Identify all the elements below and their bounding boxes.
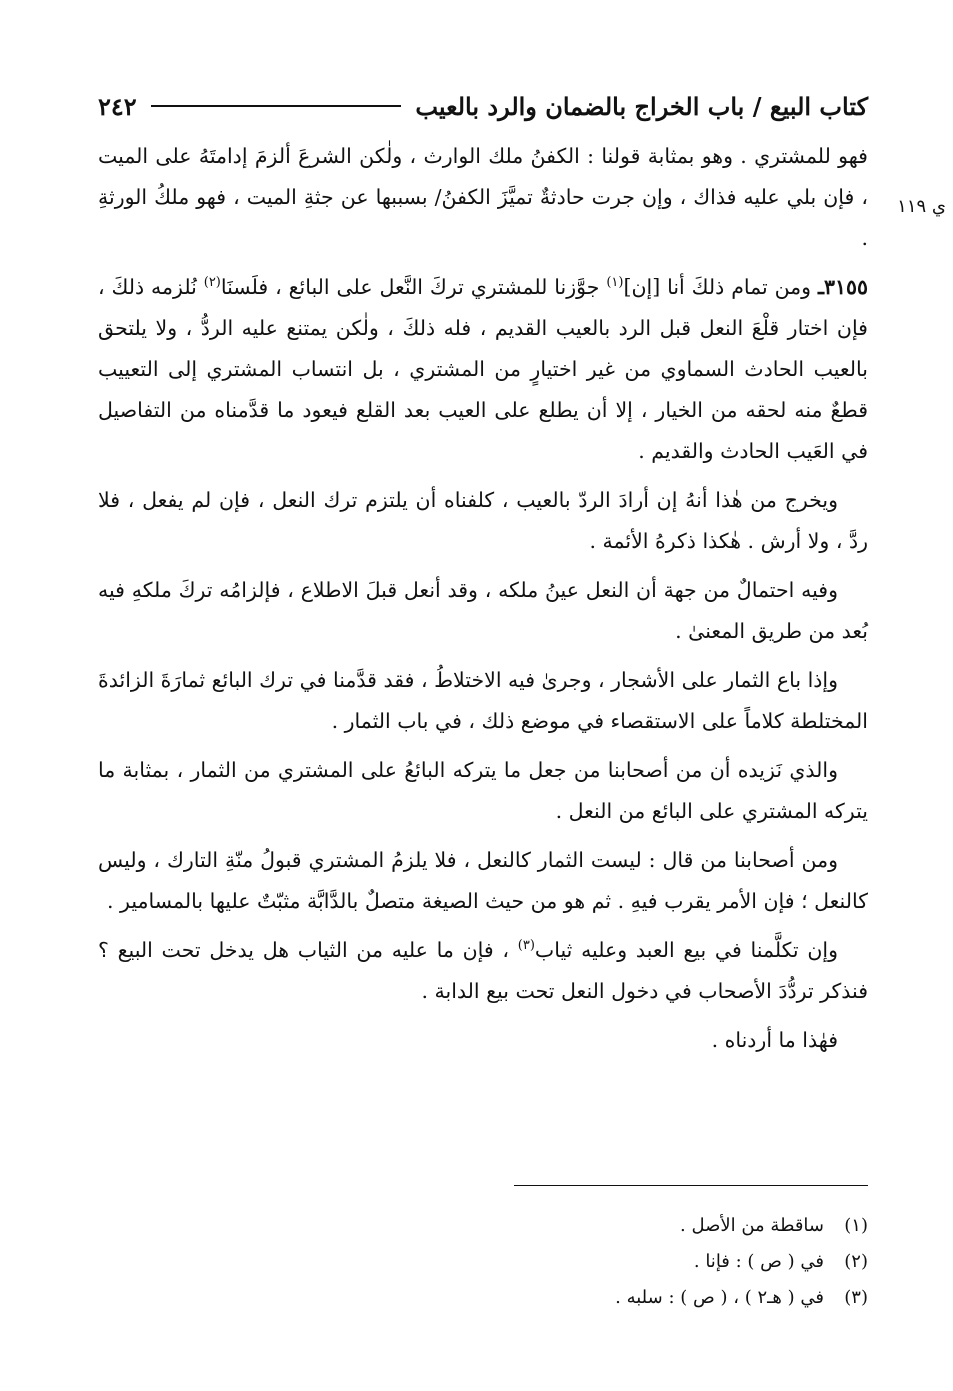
footnote-ref-3[interactable]: (٣) (517, 938, 535, 954)
paragraph (98, 930, 868, 1012)
paragraph: والذي نَزيده أن من أصحابنا من جعل ما يتركه البائعُ على المشتري من الثمار ، بمثابة ما يتركه المشتري على البائع من النعل . (98, 758, 868, 823)
paragraph: وإذا باع الثمار على الأشجار ، وجرىٰ فيه الاختلاطُ ، فقد قدَّمنا في ترك البائع ثمارَةَ الزائدةَ المختلطة كلاماً على الاستقصاء في موضع ذلك ، في باب الثمار . (98, 668, 868, 733)
footnote (250, 1244, 868, 1280)
paragraph: ومن أصحابنا من قال : ليست الثمار كالنعل ، فلا يلزمُ المشتري قبولُ منّةِ التارك ، وليس كالنعل ؛ فإن الأمر يقرب فيهِ . ثم هو من حيث الصيغة متصلٌ بالدَّابَّة مثبّتٌ عليها بالمسامير . (98, 848, 868, 913)
footnote-text: ساقطة من الأصل . (680, 1215, 824, 1236)
footnote (250, 1280, 868, 1316)
paragraph-text: ، فإن ما عليه من الثياب هل يدخل تحت البيع ؟ فنذكر تردُّدَ الأصحاب في دخول النعل تحت بيع الدابة . (98, 938, 868, 1003)
header-rule (151, 105, 402, 107)
paragraph-text: جوَّزنا للمشتري تركَ النَّعل على البائع ، فلَسنَا (220, 275, 607, 299)
page-number: ٢٤٢ (98, 91, 137, 121)
footnote-text: في ( هـ٢ ) ، ( ص ) : سلبه . (615, 1287, 824, 1308)
paragraph: ويخرج من هٰذا أنهُ إن أرادَ الردّ بالعيب ، كلفناه أن يلتزم ترك النعل ، فإن لم يفعل ، فلا ردَّ ، ولا أرش . هٰكذا ذكرهُ الأئمة . (98, 488, 868, 553)
running-title: كتاب البيع / باب الخراج بالضمان والرد بالعيب (415, 91, 868, 121)
main-text (98, 136, 868, 1069)
footnote-ref-1[interactable]: (١) (606, 275, 624, 291)
footnote-number: (٣) (844, 1287, 868, 1308)
footnote-number: (١) (844, 1215, 868, 1236)
paragraph-text: نُلزمه ذلكَ ، فإن اختار قلْعَ النعل قبل الرد بالعيب القديم ، فله ذلكَ ، ولٰكن يمتنع عليه الردُّ ، ولا يلتحق بالعيب الحادث السماوي من غير اختيارٍ من المشتري ، بل انتساب المشتري إلى التعييب قطعٌ منه لحقه من الخيار ، إلا أن يطلع على العيب بعد القلع فيعود ما قدَّمناه من التفاصيل في العَيب الحادث والقديم . (98, 275, 868, 463)
paragraph-text: وإن تكلَّمنا في بيع العبد وعليه ثياب (534, 938, 839, 962)
paragraph-text: ومن تمام ذلكَ أنا [إن] (623, 275, 818, 299)
footnote-separator (514, 1185, 868, 1186)
margin-manuscript-ref: ي ١١٩ (897, 196, 946, 217)
footnote (250, 1208, 868, 1244)
paragraph: فهو للمشتري . وهو بمثابة قولنا : الكفنُ ملك الوارث ، ولٰكن الشرعَ ألزمَ إدامتَهُ على الميت ، فإن بلي عليه فذاك ، وإن جرت حادثةٌ تميَّزَ الكفنُ/ بسببها عن جثةِ الميت ، فهو ملكُ الورثةِ . (98, 144, 868, 250)
footnote-text: في ( ص ) : فإنا . (693, 1251, 824, 1272)
running-header (98, 86, 868, 126)
paragraph-3155 (98, 267, 868, 472)
closing-line: فهٰذا ما أردناه . (711, 1028, 838, 1052)
footnotes (250, 1208, 868, 1316)
footnote-number: (٢) (844, 1251, 868, 1272)
footnote-ref-2[interactable]: (٢) (203, 275, 221, 291)
section-number: ٣١٥٥ـ (817, 275, 869, 299)
paragraph: وفيه احتمالٌ من جهة أن النعل عينُ ملكه ، وقد أنعل قبلَ الاطلاع ، فإلزامُه تركَ ملكهِ فيه بُعد من طريق المعنىٰ . (98, 578, 868, 643)
